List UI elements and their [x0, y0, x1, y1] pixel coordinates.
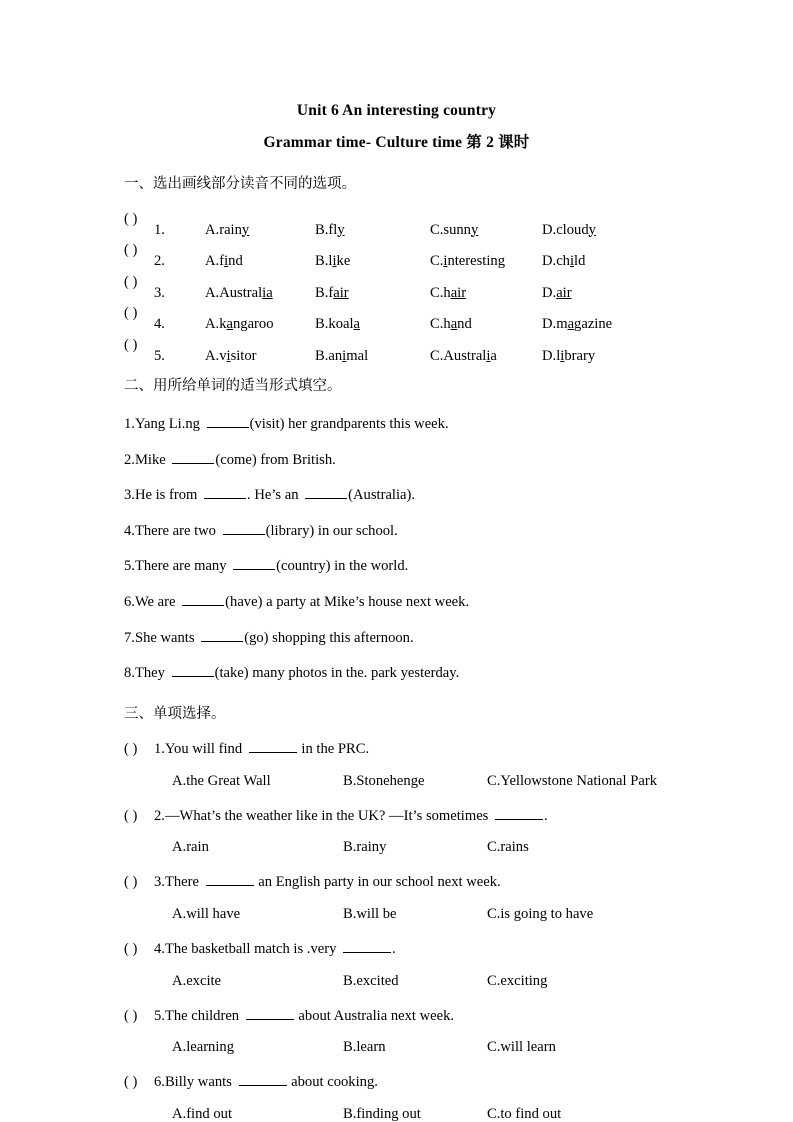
section-1-rows — [0, 192, 793, 364]
option-b[interactable]: B.excited — [343, 972, 399, 989]
question-text: (country) in the world. — [276, 558, 409, 575]
question-text: You will find — [164, 741, 246, 758]
answer-blank[interactable] — [182, 592, 224, 606]
option-row — [0, 1023, 793, 1055]
answer-blank[interactable] — [495, 806, 543, 820]
option-row — [0, 890, 793, 922]
option-a[interactable]: A.the Great Wall — [172, 772, 271, 789]
answer-blank[interactable] — [305, 485, 347, 499]
fill-blank-row — [0, 432, 793, 468]
option-c[interactable]: C.rains — [487, 839, 529, 856]
option-c[interactable]: C.to find out — [487, 1105, 562, 1122]
question-number: 2. — [154, 807, 165, 824]
option-c[interactable]: C.hair — [430, 284, 467, 301]
question-text: . He’s an — [247, 487, 303, 504]
option-b[interactable]: B.like — [315, 253, 351, 270]
question-text: (go) shopping this afternoon. — [244, 629, 414, 646]
question-number: 5. — [154, 1007, 165, 1024]
question-text: (have) a party at Mike’s house next week. — [225, 593, 470, 610]
answer-bracket[interactable]: ( ) — [124, 807, 138, 824]
question-number: 3. — [154, 874, 165, 891]
option-b[interactable]: B.fly — [315, 221, 345, 238]
multiple-choice-question — [0, 855, 793, 890]
section-3-rows — [0, 721, 793, 1122]
question-number: 1. — [154, 741, 165, 758]
fill-blank-row — [0, 574, 793, 610]
option-row — [0, 957, 793, 989]
option-c[interactable]: C.exciting — [487, 972, 548, 989]
answer-blank[interactable] — [223, 521, 265, 535]
multiple-choice-question — [0, 922, 793, 957]
question-number: 4. — [154, 941, 165, 957]
question-number: 6. — [154, 1074, 165, 1091]
answer-blank[interactable] — [172, 450, 214, 464]
question-text: She wants — [134, 629, 199, 646]
option-a[interactable]: A.Australia — [205, 284, 273, 301]
question-number: 5. — [154, 347, 165, 364]
option-d[interactable]: D.cloudy — [542, 221, 596, 238]
question-text: We are — [134, 593, 180, 610]
answer-bracket[interactable]: ( ) — [124, 941, 138, 957]
question-number: 1. — [154, 221, 165, 238]
option-d[interactable]: D.magazine — [542, 316, 613, 333]
question-number: 6. — [124, 593, 135, 610]
answer-bracket[interactable]: ( ) — [124, 1074, 138, 1091]
option-c[interactable]: C.Yellowstone National Park — [487, 772, 657, 789]
pronunciation-row — [0, 258, 793, 301]
question-text: —What’s the weather like in the UK? —It’s sometimes — [164, 807, 493, 824]
answer-bracket[interactable]: ( ) — [124, 210, 138, 227]
fill-blank-row — [0, 610, 793, 646]
option-b[interactable]: B.Stonehenge — [343, 772, 425, 789]
option-b[interactable]: B.fair — [315, 284, 349, 301]
section-2-rows — [0, 394, 793, 681]
question-text: (take) many photos in the. park yesterday. — [214, 665, 460, 682]
question-text: He is from — [134, 487, 202, 504]
option-a[interactable]: A.kangaroo — [205, 316, 274, 333]
page-title: Unit 6 An interesting country — [296, 102, 497, 119]
question-text: There are two — [134, 522, 220, 539]
answer-bracket[interactable]: ( ) — [124, 874, 138, 891]
option-b[interactable]: B.koala — [315, 316, 361, 333]
fill-blank-row — [0, 467, 793, 503]
question-number: 1. — [124, 415, 135, 432]
page-subtitle: Grammar time- Culture time 第 2 课时 — [263, 133, 530, 151]
question-number: 4. — [124, 522, 135, 539]
option-a[interactable]: A.visitor — [205, 347, 257, 364]
question-text: There are many — [134, 558, 231, 575]
question-text: Billy wants — [164, 1074, 236, 1091]
option-c[interactable]: C.interesting — [430, 253, 506, 270]
option-c[interactable]: C.hand — [430, 316, 472, 333]
option-a[interactable]: A.find — [205, 253, 243, 270]
question-text: (library) in our school. — [265, 522, 398, 539]
option-c[interactable]: C.Australia — [430, 347, 497, 364]
question-text: The children — [164, 1007, 243, 1024]
answer-blank[interactable] — [249, 739, 297, 753]
answer-bracket[interactable]: ( ) — [124, 741, 138, 758]
option-b[interactable]: B.rainy — [343, 839, 387, 856]
option-a[interactable]: A.excite — [172, 972, 222, 989]
fill-blank-row — [0, 538, 793, 574]
option-row — [0, 757, 793, 789]
option-c[interactable]: C.sunny — [430, 221, 479, 238]
question-text: about Australia next week. — [294, 1007, 455, 1024]
multiple-choice-question — [0, 789, 793, 824]
question-text: Mike — [134, 451, 170, 468]
option-d[interactable]: D.library — [542, 347, 596, 364]
multiple-choice-question — [0, 721, 793, 757]
section-1-heading: 一、选出画线部分读音不同的选项。 — [124, 176, 356, 192]
option-d[interactable]: D.child — [542, 253, 586, 270]
answer-bracket[interactable]: ( ) — [124, 273, 138, 290]
option-a[interactable]: A.will have — [172, 906, 241, 922]
answer-bracket[interactable]: ( ) — [124, 242, 138, 259]
option-row — [0, 1090, 793, 1122]
question-number: 2. — [154, 253, 165, 270]
answer-bracket[interactable]: ( ) — [124, 1007, 138, 1024]
fill-blank-row — [0, 394, 793, 432]
question-text: (Australia). — [348, 487, 416, 504]
question-number: 3. — [124, 487, 135, 504]
option-c[interactable]: C.will learn — [487, 1039, 556, 1056]
option-b[interactable]: B.will be — [343, 906, 397, 922]
answer-blank[interactable] — [206, 872, 254, 886]
question-number: 5. — [124, 558, 135, 575]
question-text: Yang Li.ng — [134, 415, 204, 432]
question-number: 3. — [154, 284, 165, 301]
pronunciation-row — [0, 321, 793, 364]
option-d[interactable]: D.air — [542, 284, 572, 301]
question-text: There — [164, 874, 203, 891]
option-b[interactable]: B.animal — [315, 347, 369, 364]
question-number: 4. — [154, 316, 165, 333]
question-text: (come) from British. — [215, 451, 336, 468]
answer-blank[interactable] — [204, 485, 246, 499]
question-number: 8. — [124, 665, 135, 682]
answer-blank[interactable] — [233, 556, 275, 570]
question-text: (visit) her grandparents this week. — [249, 415, 449, 432]
question-text: an English party in our school next week. — [254, 874, 501, 891]
section-3-heading: 三、单项选择。 — [124, 705, 226, 722]
section-2-heading: 二、用所给单词的适当形式填空。 — [124, 378, 342, 395]
question-number: 2. — [124, 451, 135, 468]
answer-bracket[interactable]: ( ) — [124, 305, 138, 322]
question-text: The basketball match is .very — [164, 941, 341, 957]
answer-blank[interactable] — [172, 663, 214, 677]
option-c[interactable]: C.is going to have — [487, 906, 594, 922]
option-a[interactable]: A.rain — [172, 839, 209, 856]
option-b[interactable]: B.learn — [343, 1039, 386, 1056]
option-a[interactable]: A.rainy — [205, 221, 250, 238]
answer-blank[interactable] — [343, 939, 391, 953]
option-a[interactable]: A.find out — [172, 1105, 232, 1122]
fill-blank-row — [0, 645, 793, 681]
question-text: . — [392, 941, 396, 957]
question-text: about cooking. — [287, 1074, 378, 1091]
answer-blank[interactable] — [207, 414, 249, 428]
question-number: 7. — [124, 629, 135, 646]
fill-blank-row — [0, 503, 793, 539]
option-b[interactable]: B.finding out — [343, 1105, 421, 1122]
answer-blank[interactable] — [239, 1072, 287, 1086]
answer-blank[interactable] — [246, 1006, 294, 1020]
answer-bracket[interactable]: ( ) — [124, 336, 138, 353]
pronunciation-row — [0, 226, 793, 270]
pronunciation-row — [0, 192, 793, 238]
question-text: in the PRC. — [297, 741, 370, 758]
question-text: . — [544, 807, 548, 824]
multiple-choice-question — [0, 1055, 793, 1090]
answer-blank[interactable] — [201, 628, 243, 642]
question-text: They — [134, 665, 169, 682]
option-a[interactable]: A.learning — [172, 1039, 235, 1056]
option-row — [0, 823, 793, 855]
multiple-choice-question — [0, 989, 793, 1024]
pronunciation-row — [0, 289, 793, 333]
